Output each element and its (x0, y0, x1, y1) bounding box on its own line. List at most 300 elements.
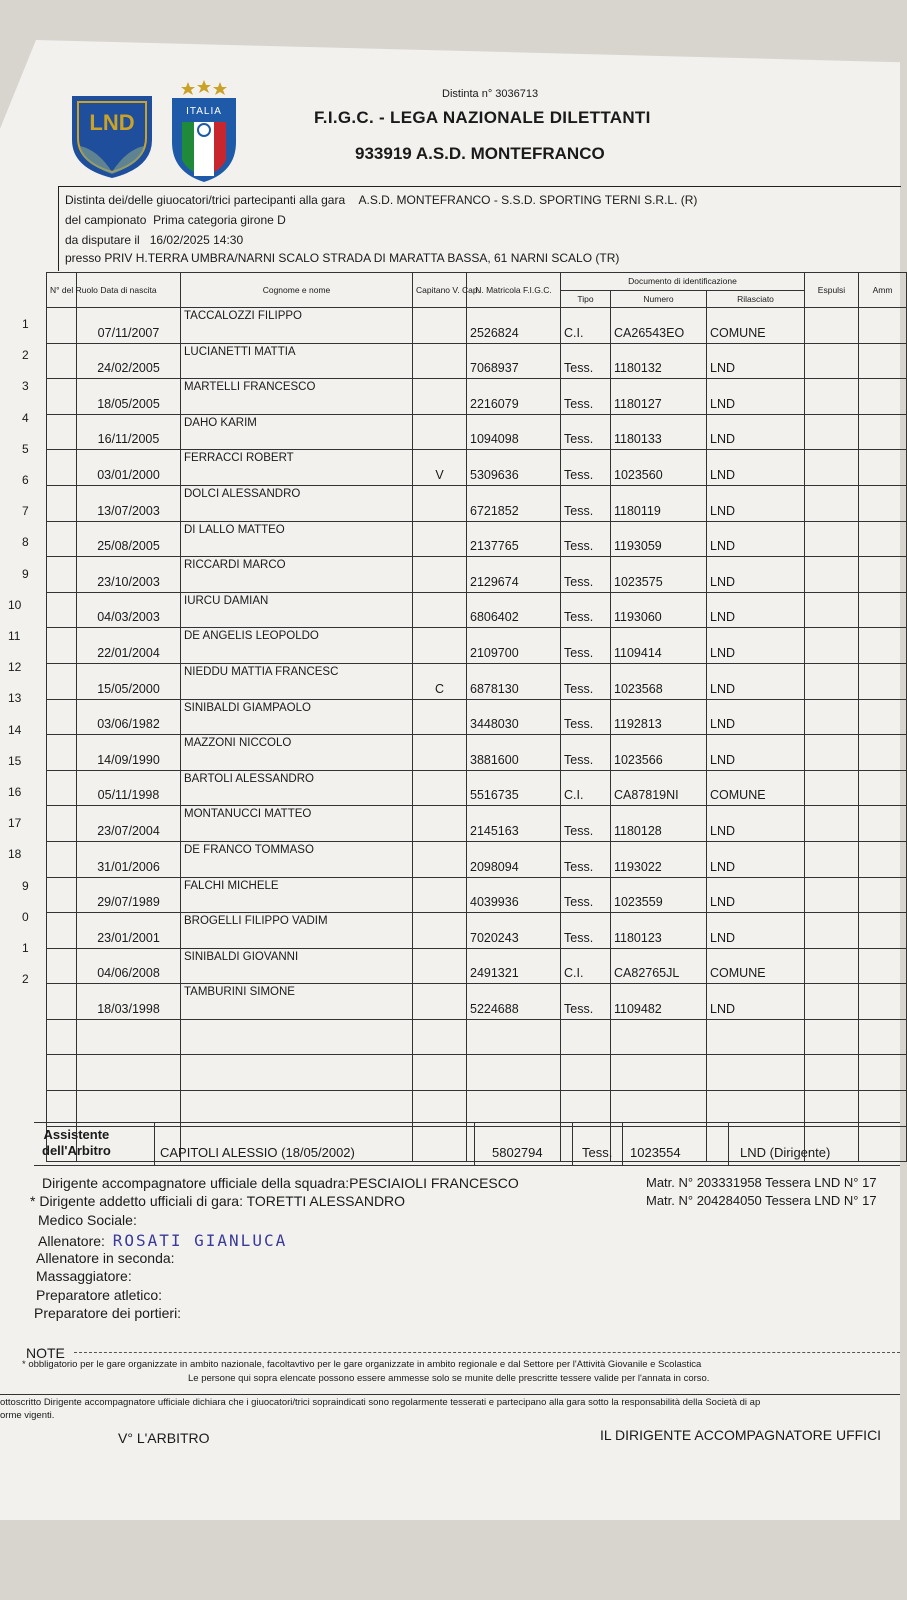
note-label: NOTE (26, 1345, 65, 1361)
cell-rilasciato: LND (707, 521, 805, 557)
cell-matricola: 5309636 (467, 450, 561, 486)
cell-rilasciato (707, 1091, 805, 1127)
cell-cap (413, 806, 467, 842)
cell-numero (611, 1019, 707, 1055)
cell-rilasciato (707, 1019, 805, 1055)
cell-ruolo (47, 308, 77, 344)
table-row (47, 913, 907, 949)
cell-ruolo (47, 343, 77, 379)
cell-nome: DAHO KARIM (181, 414, 413, 450)
cell-nascita (77, 1091, 181, 1127)
cell-ruolo (47, 699, 77, 735)
assistant-tipo: Tess. (582, 1145, 613, 1160)
cell-ammoniti (859, 485, 907, 521)
cell-nascita: 15/05/2000 (77, 663, 181, 699)
cell-espulsi (805, 414, 859, 450)
table-row (47, 485, 907, 521)
cell-ruolo (47, 414, 77, 450)
cell-espulsi (805, 1019, 859, 1055)
cell-espulsi (805, 450, 859, 486)
cell-matricola (467, 1055, 561, 1091)
table-row (47, 592, 907, 628)
cell-tipo: C.I. (561, 308, 611, 344)
team-title: 933919 A.S.D. MONTEFRANCO (355, 144, 605, 163)
match-line: Distinta dei/delle giuocatori/trici partecipanti alla gara A.S.D. MONTEFRANCO - S.S.D. SPORTING TERNI S.R.L. (R) (65, 193, 698, 207)
cell-matricola: 3448030 (467, 699, 561, 735)
cell-nome: TAMBURINI SIMONE (181, 984, 413, 1020)
row-number: 1 (22, 317, 29, 331)
cell-ammoniti (859, 948, 907, 984)
cell-tipo: Tess. (561, 877, 611, 913)
cell-tipo: Tess. (561, 485, 611, 521)
cell-tipo: Tess. (561, 735, 611, 771)
cell-nascita: 05/11/1998 (77, 770, 181, 806)
assistant-name: CAPITOLI ALESSIO (18/05/2002) (160, 1145, 355, 1160)
header-rilasciato: Rilasciato (707, 290, 805, 308)
federation-title: F.I.G.C. - LEGA NAZIONALE DILETTANTI (314, 108, 651, 127)
table-row (47, 1019, 907, 1055)
header-nascita: Data di nascita (77, 273, 181, 308)
cell-ruolo (47, 1055, 77, 1091)
cell-cap (413, 379, 467, 415)
header-nome: Cognome e nome (181, 273, 413, 308)
cell-rilasciato: LND (707, 984, 805, 1020)
cell-nascita: 13/07/2003 (77, 485, 181, 521)
arbitro-signature-label: V° L'ARBITRO (118, 1430, 210, 1446)
cell-ammoniti (859, 913, 907, 949)
cell-matricola: 7068937 (467, 343, 561, 379)
assistant-label: Assistente dell'Arbitro (42, 1127, 111, 1158)
cell-nome: FALCHI MICHELE (181, 877, 413, 913)
row-number: 16 (8, 785, 22, 799)
cell-nascita: 03/06/1982 (77, 699, 181, 735)
allenatore-seconda-line: Allenatore in seconda: (36, 1250, 175, 1266)
cell-nascita: 24/02/2005 (77, 343, 181, 379)
cell-cap (413, 557, 467, 593)
cell-tipo (561, 1055, 611, 1091)
header-matricola: N. Matricola F.I.G.C. (467, 273, 561, 308)
cell-rilasciato: LND (707, 450, 805, 486)
cell-ammoniti (859, 450, 907, 486)
cell-rilasciato: LND (707, 877, 805, 913)
row-number: 9 (22, 878, 29, 893)
lnd-logo-text: LND (89, 110, 135, 135)
row-number: 18 (8, 847, 22, 862)
cell-ruolo (47, 379, 77, 415)
cell-tipo: Tess. (561, 343, 611, 379)
cell-ammoniti (859, 521, 907, 557)
cell-ammoniti (859, 628, 907, 664)
cell-espulsi (805, 699, 859, 735)
header-documento: Documento di identificazione (561, 273, 805, 291)
cell-ruolo (47, 984, 77, 1020)
cell-numero: 1023560 (611, 450, 707, 486)
cell-rilasciato: LND (707, 806, 805, 842)
cell-cap (413, 414, 467, 450)
cell-tipo: C.I. (561, 948, 611, 984)
cell-nascita (77, 1019, 181, 1055)
cell-tipo: Tess. (561, 699, 611, 735)
table-row (47, 343, 907, 379)
cell-numero: 1180119 (611, 485, 707, 521)
cell-tipo (561, 1019, 611, 1055)
championship: Prima categoria girone D (153, 213, 286, 227)
cell-ammoniti (859, 1055, 907, 1091)
cell-numero (611, 1091, 707, 1127)
table-row (47, 1055, 907, 1091)
cell-nome: DE ANGELIS LEOPOLDO (181, 628, 413, 664)
cell-espulsi (805, 913, 859, 949)
row-number: 3 (22, 379, 29, 394)
cell-cap (413, 592, 467, 628)
cell-cap (413, 1091, 467, 1127)
championship-line: del campionato Prima categoria girone D (65, 213, 286, 227)
cell-matricola: 2145163 (467, 806, 561, 842)
cell-numero: CA26543EO (611, 308, 707, 344)
cell-matricola: 2216079 (467, 379, 561, 415)
cell-rilasciato: LND (707, 628, 805, 664)
row-number: 13 (8, 691, 22, 706)
cell-numero (611, 1055, 707, 1091)
cell-tipo: Tess. (561, 414, 611, 450)
medico-line: Medico Sociale: (38, 1212, 137, 1228)
table-row (47, 770, 907, 806)
cell-matricola: 2129674 (467, 557, 561, 593)
match-info-box (58, 186, 901, 271)
row-number: 2 (22, 972, 29, 987)
row-number: 11 (8, 629, 21, 643)
cell-tipo: Tess. (561, 913, 611, 949)
dirigente-line: Dirigente accompagnatore ufficiale della squadra:PESCIAIOLI FRANCESCO (42, 1175, 519, 1191)
dirigente-matricola: Matr. N° 203331958 Tessera LND N° 17 (646, 1175, 877, 1190)
table-row (47, 948, 907, 984)
cell-ruolo (47, 735, 77, 771)
cell-ruolo (47, 877, 77, 913)
cell-matricola (467, 1019, 561, 1055)
row-number: 0 (22, 909, 29, 924)
assistant-rilasciato: LND (Dirigente) (740, 1145, 831, 1160)
header-capitano: Capitano V. Cap. (413, 273, 467, 308)
massaggiatore-line: Massaggiatore: (36, 1268, 132, 1284)
cell-tipo: Tess. (561, 557, 611, 593)
cell-numero: 1109482 (611, 984, 707, 1020)
cell-nascita: 31/01/2006 (77, 841, 181, 877)
cell-ammoniti (859, 735, 907, 771)
cell-nascita: 18/05/2005 (77, 379, 181, 415)
cell-nascita: 29/07/1989 (77, 877, 181, 913)
cell-tipo: Tess. (561, 379, 611, 415)
cell-matricola: 3881600 (467, 735, 561, 771)
cell-numero: 1023575 (611, 557, 707, 593)
venue-line: presso PRIV H.TERRA UMBRA/NARNI SCALO STRADA DI MARATTA BASSA, 61 NARNI SCALO (TR) (65, 251, 620, 265)
cell-nome: SINIBALDI GIOVANNI (181, 948, 413, 984)
cell-rilasciato: COMUNE (707, 308, 805, 344)
cell-rilasciato: LND (707, 343, 805, 379)
cell-matricola: 2137765 (467, 521, 561, 557)
row-number: 15 (8, 753, 22, 768)
cell-matricola: 1094098 (467, 414, 561, 450)
row-number: 7 (22, 504, 29, 519)
table-row (47, 1091, 907, 1127)
cell-rilasciato: LND (707, 699, 805, 735)
cell-rilasciato: LND (707, 557, 805, 593)
date-line: da disputare il 16/02/2025 14:30 (65, 233, 244, 247)
cell-rilasciato (707, 1055, 805, 1091)
cell-ruolo (47, 770, 77, 806)
footnote-1: * obbligatorio per le gare organizzate in ambito nazionale, facoltavtivo per le gare organizzate in ambito regionale e dal Settore per l'Attività Giovanile e Scolastica (22, 1359, 702, 1370)
cell-matricola: 2109700 (467, 628, 561, 664)
cell-numero: 1192813 (611, 699, 707, 735)
cell-matricola: 2526824 (467, 308, 561, 344)
cell-ammoniti (859, 379, 907, 415)
cell-nome: NIEDDU MATTIA FRANCESC (181, 663, 413, 699)
cell-nome: MONTANUCCI MATTEO (181, 806, 413, 842)
table-row (47, 414, 907, 450)
cell-ammoniti (859, 699, 907, 735)
cell-matricola: 5224688 (467, 984, 561, 1020)
cell-cap (413, 770, 467, 806)
cell-nascita: 04/06/2008 (77, 948, 181, 984)
cell-nome: LUCIANETTI MATTIA (181, 343, 413, 379)
allenatore-handwritten: ROSATI GIANLUCA (112, 1231, 288, 1250)
cell-matricola: 6806402 (467, 592, 561, 628)
cell-espulsi (805, 1055, 859, 1091)
preparatore-line: Preparatore atletico: (36, 1287, 163, 1303)
row-number: 6 (22, 473, 29, 487)
cell-ruolo (47, 948, 77, 984)
cell-tipo: Tess. (561, 663, 611, 699)
cell-ammoniti (859, 984, 907, 1020)
cell-matricola (467, 1091, 561, 1127)
cell-cap: C (413, 663, 467, 699)
cell-nome: MARTELLI FRANCESCO (181, 379, 413, 415)
header-numero: Numero (611, 290, 707, 308)
cell-espulsi (805, 628, 859, 664)
cell-nascita: 23/01/2001 (77, 913, 181, 949)
table-row (47, 628, 907, 664)
table-row (47, 521, 907, 557)
cell-ammoniti (859, 806, 907, 842)
table-row (47, 308, 907, 344)
cell-cap (413, 984, 467, 1020)
cell-tipo: Tess. (561, 841, 611, 877)
distinta-number: Distinta n° 3036713 (442, 88, 539, 100)
italia-logo-text: ITALIA (186, 106, 222, 117)
cell-ruolo (47, 485, 77, 521)
cell-tipo (561, 1091, 611, 1127)
cell-nascita: 16/11/2005 (77, 414, 181, 450)
cell-tipo: Tess. (561, 450, 611, 486)
cell-nome: BARTOLI ALESSANDRO (181, 770, 413, 806)
assistant-referee-row (34, 1122, 900, 1166)
table-row (47, 735, 907, 771)
cell-nascita: 23/10/2003 (77, 557, 181, 593)
cell-ruolo (47, 806, 77, 842)
match-teams: A.S.D. MONTEFRANCO - S.S.D. SPORTING TERNI S.R.L. (R) (358, 193, 698, 207)
venue: PRIV H.TERRA UMBRA/NARNI SCALO STRADA DI MARATTA BASSA, 61 NARNI SCALO (TR) (104, 251, 620, 265)
cell-espulsi (805, 984, 859, 1020)
cell-cap (413, 877, 467, 913)
roster-body (47, 308, 907, 1162)
cell-matricola: 2491321 (467, 948, 561, 984)
cell-rilasciato: LND (707, 414, 805, 450)
cell-nascita: 22/01/2004 (77, 628, 181, 664)
row-number: 8 (22, 535, 29, 550)
assistant-matricola: 5802794 (492, 1145, 543, 1160)
cell-rilasciato: LND (707, 592, 805, 628)
cell-nome: MAZZONI NICCOLO (181, 735, 413, 771)
cell-espulsi (805, 806, 859, 842)
cell-tipo: Tess. (561, 984, 611, 1020)
header-tipo: Tipo (561, 290, 611, 308)
cell-rilasciato: LND (707, 913, 805, 949)
cell-ammoniti (859, 663, 907, 699)
cell-nome: SINIBALDI GIAMPAOLO (181, 699, 413, 735)
table-row (47, 450, 907, 486)
row-number: 17 (8, 816, 22, 831)
cell-espulsi (805, 557, 859, 593)
cell-matricola: 5516735 (467, 770, 561, 806)
cell-nascita: 23/07/2004 (77, 806, 181, 842)
roster-table (46, 272, 907, 1162)
cell-ammoniti (859, 841, 907, 877)
cell-espulsi (805, 735, 859, 771)
table-row (47, 663, 907, 699)
cell-nome (181, 1055, 413, 1091)
cell-ruolo (47, 913, 77, 949)
cell-espulsi (805, 770, 859, 806)
cell-matricola: 7020243 (467, 913, 561, 949)
cell-nome: FERRACCI ROBERT (181, 450, 413, 486)
cell-numero: 1023568 (611, 663, 707, 699)
header-ruolo: N° del Ruolo (47, 273, 77, 308)
cell-numero: 1180127 (611, 379, 707, 415)
cell-cap: V (413, 450, 467, 486)
cell-espulsi (805, 343, 859, 379)
cell-rilasciato: COMUNE (707, 948, 805, 984)
header-ammoniti: Amm (859, 273, 907, 308)
cell-cap (413, 948, 467, 984)
cell-espulsi (805, 379, 859, 415)
cell-nome (181, 1091, 413, 1127)
cell-nome (181, 1019, 413, 1055)
cell-nascita: 14/09/1990 (77, 735, 181, 771)
cell-tipo: Tess. (561, 592, 611, 628)
row-number: 5 (22, 441, 29, 456)
cell-ammoniti (859, 414, 907, 450)
cell-numero: 1023566 (611, 735, 707, 771)
declaration-1: ottoscritto Dirigente accompagnatore ufficiale dichiara che i giuocatori/trici sopraindicati sono regolarmente tesserati e partecipano alla gara sotto la responsabilità della Società di ap (0, 1397, 761, 1408)
cell-matricola: 6878130 (467, 663, 561, 699)
declaration-separator (0, 1394, 900, 1395)
cell-numero: 1109414 (611, 628, 707, 664)
cell-cap (413, 628, 467, 664)
cell-ammoniti (859, 1091, 907, 1127)
cell-numero: CA82765JL (611, 948, 707, 984)
cell-tipo: Tess. (561, 806, 611, 842)
cell-ruolo (47, 841, 77, 877)
cell-matricola: 6721852 (467, 485, 561, 521)
cell-cap (413, 1019, 467, 1055)
dirigente-signature-label: IL DIRIGENTE ACCOMPAGNATORE UFFICI (600, 1427, 882, 1443)
cell-espulsi (805, 521, 859, 557)
table-row (47, 806, 907, 842)
cell-numero: 1180133 (611, 414, 707, 450)
cell-ammoniti (859, 308, 907, 344)
cell-rilasciato: LND (707, 485, 805, 521)
cell-espulsi (805, 877, 859, 913)
cell-matricola: 4039936 (467, 877, 561, 913)
cell-tipo: C.I. (561, 770, 611, 806)
cell-espulsi (805, 1091, 859, 1127)
cell-numero: 1193059 (611, 521, 707, 557)
cell-nome: DI LALLO MATTEO (181, 521, 413, 557)
cell-cap (413, 699, 467, 735)
cell-espulsi (805, 308, 859, 344)
cell-numero: 1180128 (611, 806, 707, 842)
cell-ammoniti (859, 557, 907, 593)
addetto-line: * Dirigente addetto ufficiali di gara: TORETTI ALESSANDRO (30, 1193, 406, 1209)
cell-nascita: 18/03/1998 (77, 984, 181, 1020)
cell-matricola: 2098094 (467, 841, 561, 877)
cell-ammoniti (859, 1019, 907, 1055)
cell-ruolo (47, 592, 77, 628)
table-row (47, 984, 907, 1020)
cell-cap (413, 841, 467, 877)
cell-ruolo (47, 521, 77, 557)
table-row (47, 841, 907, 877)
lnd-logo-icon (68, 90, 156, 180)
row-number: 2 (22, 348, 29, 363)
cell-rilasciato: LND (707, 663, 805, 699)
cell-cap (413, 913, 467, 949)
cell-nascita (77, 1055, 181, 1091)
row-number: 12 (8, 660, 22, 675)
header-espulsi: Espulsi (805, 273, 859, 308)
row-number: 14 (8, 722, 22, 737)
cell-nome: IURCU DAMIAN (181, 592, 413, 628)
cell-tipo: Tess. (561, 521, 611, 557)
cell-rilasciato: LND (707, 379, 805, 415)
cell-nome: DOLCI ALESSANDRO (181, 485, 413, 521)
cell-nome: DE FRANCO TOMMASO (181, 841, 413, 877)
cell-cap (413, 735, 467, 771)
assistant-numero: 1023554 (630, 1145, 681, 1160)
cell-ruolo (47, 1091, 77, 1127)
declaration-2: orme vigenti. (0, 1410, 55, 1421)
allenatore-line: Allenatore: ROSATI GIANLUCA (38, 1231, 288, 1250)
cell-cap (413, 521, 467, 557)
cell-rilasciato: COMUNE (707, 770, 805, 806)
cell-numero: 1180132 (611, 343, 707, 379)
cell-nome: TACCALOZZI FILIPPO (181, 308, 413, 344)
cell-numero: 1193060 (611, 592, 707, 628)
match-date: 16/02/2025 14:30 (149, 233, 244, 247)
cell-numero: 1023559 (611, 877, 707, 913)
cell-cap (413, 1055, 467, 1091)
addetto-matricola: Matr. N° 204284050 Tessera LND N° 17 (646, 1193, 877, 1208)
table-header-row (47, 273, 907, 291)
cell-ruolo (47, 628, 77, 664)
table-row (47, 699, 907, 735)
cell-cap (413, 485, 467, 521)
cell-ruolo (47, 663, 77, 699)
cell-cap (413, 343, 467, 379)
footnote-2: Le persone qui sopra elencate possono essere ammesse solo se munite delle prescritte tessere valide per l'annata in corso. (188, 1373, 710, 1384)
italia-logo-icon (168, 80, 240, 184)
cell-espulsi (805, 663, 859, 699)
cell-nascita: 25/08/2005 (77, 521, 181, 557)
